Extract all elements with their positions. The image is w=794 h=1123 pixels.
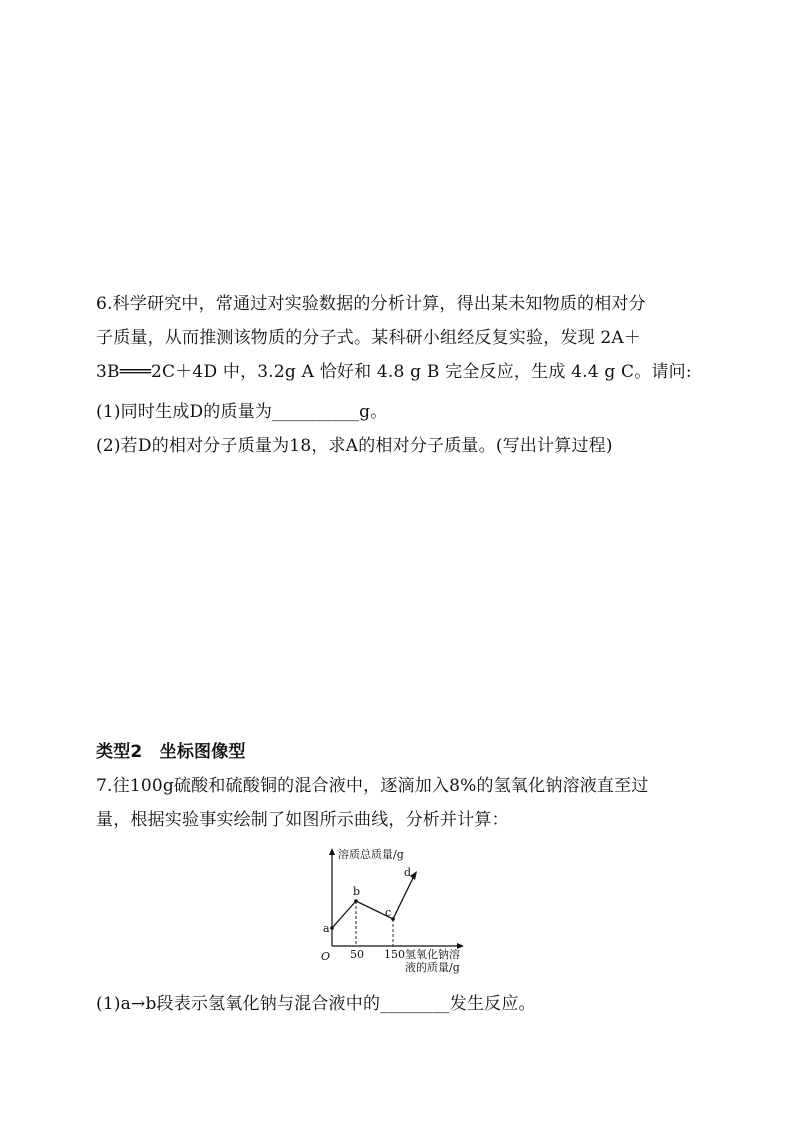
q6-line-3: 3B═══2C＋4D 中，3.2g A 恰好和 4.8 g B 完全反应，生成 4.4 g C。请问:	[96, 362, 692, 382]
point-label-b: b	[353, 885, 361, 898]
y-axis-label: 溶质总质量/g	[338, 848, 404, 861]
y-axis-arrow-icon	[329, 848, 335, 855]
point-label-a: a	[323, 922, 330, 935]
q6-line-2: 子质量，从而推测该物质的分子式。某科研小组经反复实验，发现 2A＋	[96, 328, 642, 348]
section-heading: 类型2 坐标图像型	[96, 742, 246, 762]
x-tick-50: 50	[350, 948, 364, 961]
point-label-d: d	[404, 866, 412, 879]
q6-sub-1: (1)同时生成D的质量为__________g。	[96, 402, 388, 422]
curve-arrow-icon	[410, 871, 417, 880]
series-line	[332, 878, 413, 928]
x-axis-label-line-2: 液的质量/g	[405, 961, 460, 974]
q6-line-1: 6.科学研究中，常通过对实验数据的分析计算，得出某未知物质的相对分	[96, 294, 646, 314]
x-axis-label-line-1: 氢氧化钠溶	[405, 948, 460, 961]
point-a	[330, 926, 334, 930]
point-b	[354, 899, 358, 903]
q7-sub-1: (1)a→b段表示氢氧化钠与混合液中的________发生反应。	[96, 994, 536, 1014]
point-c	[391, 917, 395, 921]
q7-line-2: 量，根据实验事实绘制了如图所示曲线，分析并计算：	[96, 810, 509, 830]
chart-svg	[318, 846, 478, 976]
origin-label: O	[321, 950, 331, 963]
q7-line-1: 7.往100g硫酸和硫酸铜的混合液中，逐滴加入8%的氢氧化钠溶液直至过	[96, 776, 649, 796]
chart-figure	[318, 846, 478, 976]
x-tick-150: 150	[384, 948, 405, 961]
point-label-c: c	[385, 906, 392, 919]
q6-sub-2: (2)若D的相对分子质量为18，求A的相对分子质量。(写出计算过程)	[96, 436, 613, 456]
